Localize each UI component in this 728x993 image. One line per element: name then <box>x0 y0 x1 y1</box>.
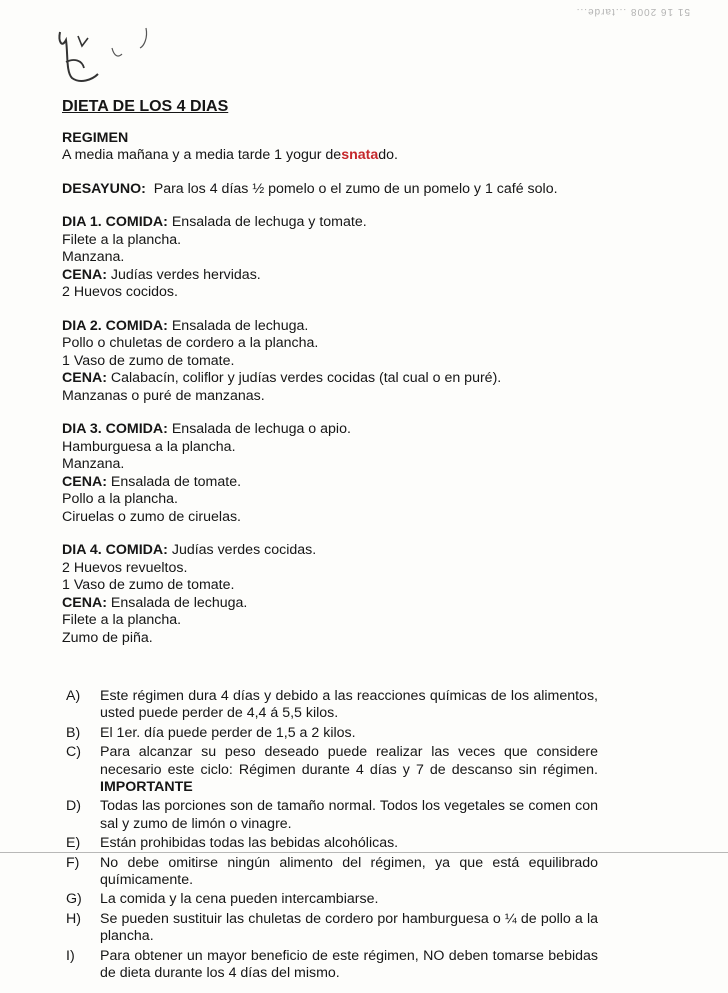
page-title: DIETA DE LOS 4 DIAS <box>62 98 229 115</box>
note-text: Todas las porciones son de tamaño normal. Todos los vegetales se comen con sal y zumo de limón o vinagre. <box>100 798 598 832</box>
note-label: C) <box>66 744 81 761</box>
note-text-wrap <box>100 688 598 723</box>
regimen-text-highlight: snata <box>341 147 379 163</box>
note-item <box>66 688 598 723</box>
day-comida-line <box>62 214 602 232</box>
note-text-wrap <box>100 798 598 833</box>
day-label: DIA 1. COMIDA: <box>62 214 168 230</box>
comida-item: Pollo o chuletas de cordero a la plancha. <box>62 335 319 351</box>
diet-content <box>62 98 602 663</box>
note-item <box>66 725 598 742</box>
note-item <box>66 744 598 796</box>
note-item <box>66 855 598 890</box>
regimen-section <box>62 130 602 165</box>
day-section <box>62 318 602 406</box>
scan-line <box>0 852 728 853</box>
note-label: F) <box>66 854 80 871</box>
cena-item: Zumo de piña. <box>62 629 153 646</box>
notes-list <box>66 688 598 985</box>
note-text: Se pueden sustituir las chuletas de cordero por hamburguesa o ¼ de pollo a la plancha. <box>100 910 598 945</box>
note-text-wrap <box>100 855 598 890</box>
cena-item: Pollo a la plancha. <box>62 491 178 507</box>
cena-first: Calabacín, coliflor y judías verdes cocidas (tal cual o en puré). <box>110 370 502 386</box>
day-label: DIA 3. COMIDA: <box>62 421 168 437</box>
note-label: D) <box>66 798 81 815</box>
cena-item: Manzanas o puré de manzanas. <box>62 387 265 404</box>
cena-item: Ciruelas o zumo de ciruelas. <box>62 508 241 525</box>
note-text: El 1er. día puede perder de 1,5 a 2 kilos. <box>100 724 356 741</box>
regimen-text <box>62 147 602 165</box>
note-label: H) <box>66 910 81 927</box>
cena-label: CENA: <box>62 594 107 611</box>
day-label: DIA 2. COMIDA: <box>62 317 168 334</box>
comida-item: Manzana. <box>62 456 125 472</box>
regimen-text-before: A media mañana y a media tarde 1 yogur de <box>62 147 342 163</box>
cena-item: 2 Huevos cocidos. <box>62 284 178 300</box>
desayuno-text: Para los 4 días ½ pomelo o el zumo de un pomelo y 1 café solo. <box>153 180 558 197</box>
comida-item: 1 Vaso de zumo de tomate. <box>62 577 235 593</box>
days-list <box>62 214 602 647</box>
desayuno-section <box>62 181 602 199</box>
comida-item: Filete a la plancha. <box>62 231 182 248</box>
cena-label: CENA: <box>62 370 107 386</box>
desayuno-label: DESAYUNO: <box>62 180 146 197</box>
comida-item: Hamburguesa a la plancha. <box>62 438 236 455</box>
day-comida-line <box>62 542 602 560</box>
comida-first: Judías verdes cocidas. <box>171 542 317 558</box>
note-item <box>66 948 598 983</box>
note-text-wrap <box>100 911 598 946</box>
note-text: La comida y la cena pueden intercambiarse. <box>100 891 379 908</box>
day-comida-line <box>62 421 602 439</box>
cena-item: Filete a la plancha. <box>62 612 182 628</box>
day-comida-line <box>62 318 602 336</box>
day-cena-line <box>62 267 602 285</box>
day-section <box>62 214 602 302</box>
note-item <box>66 911 598 946</box>
comida-item: 2 Huevos revueltos. <box>62 559 188 576</box>
day-section <box>62 421 602 526</box>
note-text: Están prohibidas todas las bebidas alcohólicas. <box>100 835 399 852</box>
comida-item: 1 Vaso de zumo de tomate. <box>62 352 235 369</box>
note-text: Este régimen dura 4 días y debido a las reacciones químicas de los alimentos, usted puede perder de 4,4 á 5,5 kilos. <box>100 688 598 722</box>
note-text-wrap <box>100 948 598 983</box>
cena-first: Judías verdes hervidas. <box>110 266 261 283</box>
note-text-wrap <box>100 835 598 852</box>
day-cena-line <box>62 370 602 388</box>
regimen-text-after: do. <box>378 147 398 163</box>
note-item <box>66 798 598 833</box>
day-cena-line <box>62 474 602 492</box>
note-label: I) <box>66 947 75 964</box>
comida-item: Manzana. <box>62 249 125 265</box>
note-text: No debe omitirse ningún alimento del régimen, ya que está equilibrado químicamente. <box>100 854 598 889</box>
note-label: B) <box>66 724 81 741</box>
note-item <box>66 891 598 908</box>
note-label: E) <box>66 835 81 852</box>
comida-first: Ensalada de lechuga. <box>171 317 309 334</box>
note-text-wrap <box>100 744 598 796</box>
fax-header: 51 16 2008 ...tarde... <box>575 6 690 17</box>
regimen-heading: REGIMEN <box>62 129 129 146</box>
comida-first: Ensalada de lechuga y tomate. <box>171 214 367 230</box>
note-text-wrap <box>100 725 598 742</box>
note-bold-suffix: IMPORTANTE <box>100 779 193 796</box>
note-text: Para obtener un mayor beneficio de este régimen, NO deben tomarse bebidas de dieta durante los 4 días del mismo. <box>100 947 598 982</box>
day-cena-line <box>62 595 602 613</box>
comida-first: Ensalada de lechuga o apio. <box>171 421 351 437</box>
handwritten-doodle <box>52 18 172 90</box>
cena-label: CENA: <box>62 266 107 283</box>
day-section <box>62 542 602 647</box>
day-label: DIA 4. COMIDA: <box>62 542 168 558</box>
cena-first: Ensalada de tomate. <box>110 473 242 490</box>
cena-first: Ensalada de lechuga. <box>110 594 248 611</box>
note-text: Para alcanzar su peso deseado puede realizar las veces que considere necesario este ciclo: Régimen durante 4 días y 7 de descanso sin régimen. <box>100 744 598 778</box>
cena-label: CENA: <box>62 473 107 490</box>
note-label: G) <box>66 891 82 908</box>
note-text-wrap <box>100 891 598 908</box>
note-label: A) <box>66 688 81 704</box>
note-item <box>66 835 598 852</box>
